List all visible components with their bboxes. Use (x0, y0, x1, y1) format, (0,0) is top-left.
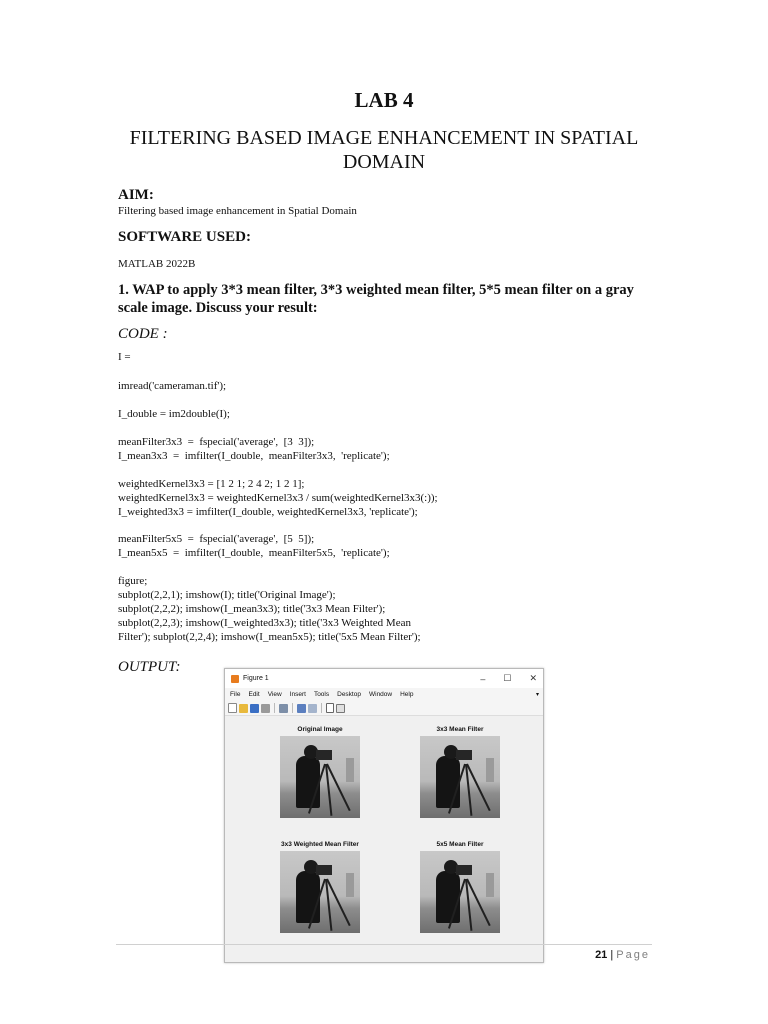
subplot-title: 5x5 Mean Filter (436, 841, 484, 848)
figure-toolbar (225, 701, 543, 716)
figure-menu-bar (225, 688, 543, 701)
close-icon[interactable]: ✕ (529, 673, 537, 683)
pointer-icon[interactable] (326, 703, 334, 713)
code-line: I_mean3x3 = imfilter(I_double, meanFilter3x3, 'replicate'); (118, 450, 390, 462)
cameraman-image (280, 736, 360, 818)
matlab-icon (231, 675, 239, 683)
footer-separator: | (610, 949, 614, 961)
aim-text: Filtering based image enhancement in Spatial Domain (118, 205, 357, 217)
aim-heading: AIM: (118, 187, 154, 203)
code-line: figure; (118, 575, 148, 587)
minimize-icon[interactable]: – (480, 673, 486, 684)
page-number: 21 (595, 949, 608, 961)
code-line: meanFilter3x3 = fspecial('average', [3 3]); (118, 436, 315, 448)
colorbar-icon[interactable] (297, 704, 306, 713)
subplot-mean3x3 (410, 726, 510, 733)
cameraman-image (280, 851, 360, 933)
toolbar-divider (292, 703, 293, 713)
figure-title-bar (225, 669, 543, 688)
code-line: I = (118, 351, 131, 363)
link-plot-icon[interactable] (279, 704, 288, 713)
code-line: I_weighted3x3 = imfilter(I_double, weightedKernel3x3, 'replicate'); (118, 506, 418, 518)
maximize-icon[interactable]: ☐ (503, 673, 512, 683)
software-heading: SOFTWARE USED: (118, 229, 251, 245)
code-line: I_mean5x5 = imfilter(I_double, meanFilter5x5, 'replicate'); (118, 547, 390, 559)
new-figure-icon[interactable] (228, 703, 237, 713)
footer-divider (116, 944, 652, 945)
cameraman-image (420, 851, 500, 933)
print-icon[interactable] (261, 704, 270, 713)
open-file-icon[interactable] (239, 704, 248, 713)
subplot-title: 3x3 Mean Filter (436, 726, 484, 733)
dock-icon[interactable] (336, 704, 345, 713)
menu-help[interactable]: Help (400, 691, 414, 698)
code-line: subplot(2,2,3); imshow(I_weighted3x3); title('3x3 Weighted Mean (118, 617, 411, 629)
code-heading: CODE : (118, 326, 168, 342)
menu-window[interactable]: Window (368, 691, 393, 698)
code-line: subplot(2,2,2); imshow(I_mean3x3); title('3x3 Mean Filter'); (118, 603, 386, 615)
code-line: weightedKernel3x3 = [1 2 1; 2 4 2; 1 2 1]; (118, 478, 305, 490)
code-line: weightedKernel3x3 = weightedKernel3x3 / sum(weightedKernel3x3(:)); (118, 492, 438, 504)
subplot-title: Original Image (297, 726, 343, 733)
code-line: I_double = im2double(I); (118, 408, 230, 420)
question-text: 1. WAP to apply 3*3 mean filter, 3*3 weighted mean filter, 5*5 mean filter on a gray scale image. Discuss your result: (118, 282, 634, 316)
menu-desktop[interactable]: Desktop (337, 691, 361, 698)
legend-icon[interactable] (308, 704, 317, 713)
lab-title: LAB 4 (354, 88, 414, 112)
code-line: meanFilter5x5 = fspecial('average', [5 5]); (118, 533, 315, 545)
document-title: FILTERING BASED IMAGE ENHANCEMENT IN SPATIAL DOMAIN (129, 127, 639, 173)
menu-overflow-icon[interactable]: ▾ (535, 692, 539, 698)
toolbar-divider (274, 703, 275, 713)
subplot-weighted3x3 (260, 841, 380, 848)
subplot-original (270, 726, 370, 733)
code-line: imread('cameraman.tif'); (118, 380, 227, 392)
subplot-mean5x5 (410, 841, 510, 848)
software-text: MATLAB 2022B (118, 258, 196, 270)
cameraman-image (420, 736, 500, 818)
menu-tools[interactable]: Tools (313, 691, 330, 698)
output-heading: OUTPUT: (118, 659, 181, 675)
save-icon[interactable] (250, 704, 259, 713)
menu-insert[interactable]: Insert (289, 691, 306, 698)
code-line: Filter'); subplot(2,2,4); imshow(I_mean5x5); title('5x5 Mean Filter'); (118, 631, 421, 643)
toolbar-divider (321, 703, 322, 713)
menu-file[interactable]: File (230, 691, 241, 698)
page-label: Page (616, 949, 650, 961)
page-footer (595, 949, 650, 961)
figure-window-title: Figure 1 (243, 675, 269, 682)
matlab-figure-window (224, 668, 544, 963)
code-line: subplot(2,2,1); imshow(I); title('Original Image'); (118, 589, 336, 601)
menu-view[interactable]: View (267, 691, 282, 698)
menu-edit[interactable]: Edit (248, 691, 260, 698)
subplot-title: 3x3 Weighted Mean Filter (281, 841, 359, 848)
